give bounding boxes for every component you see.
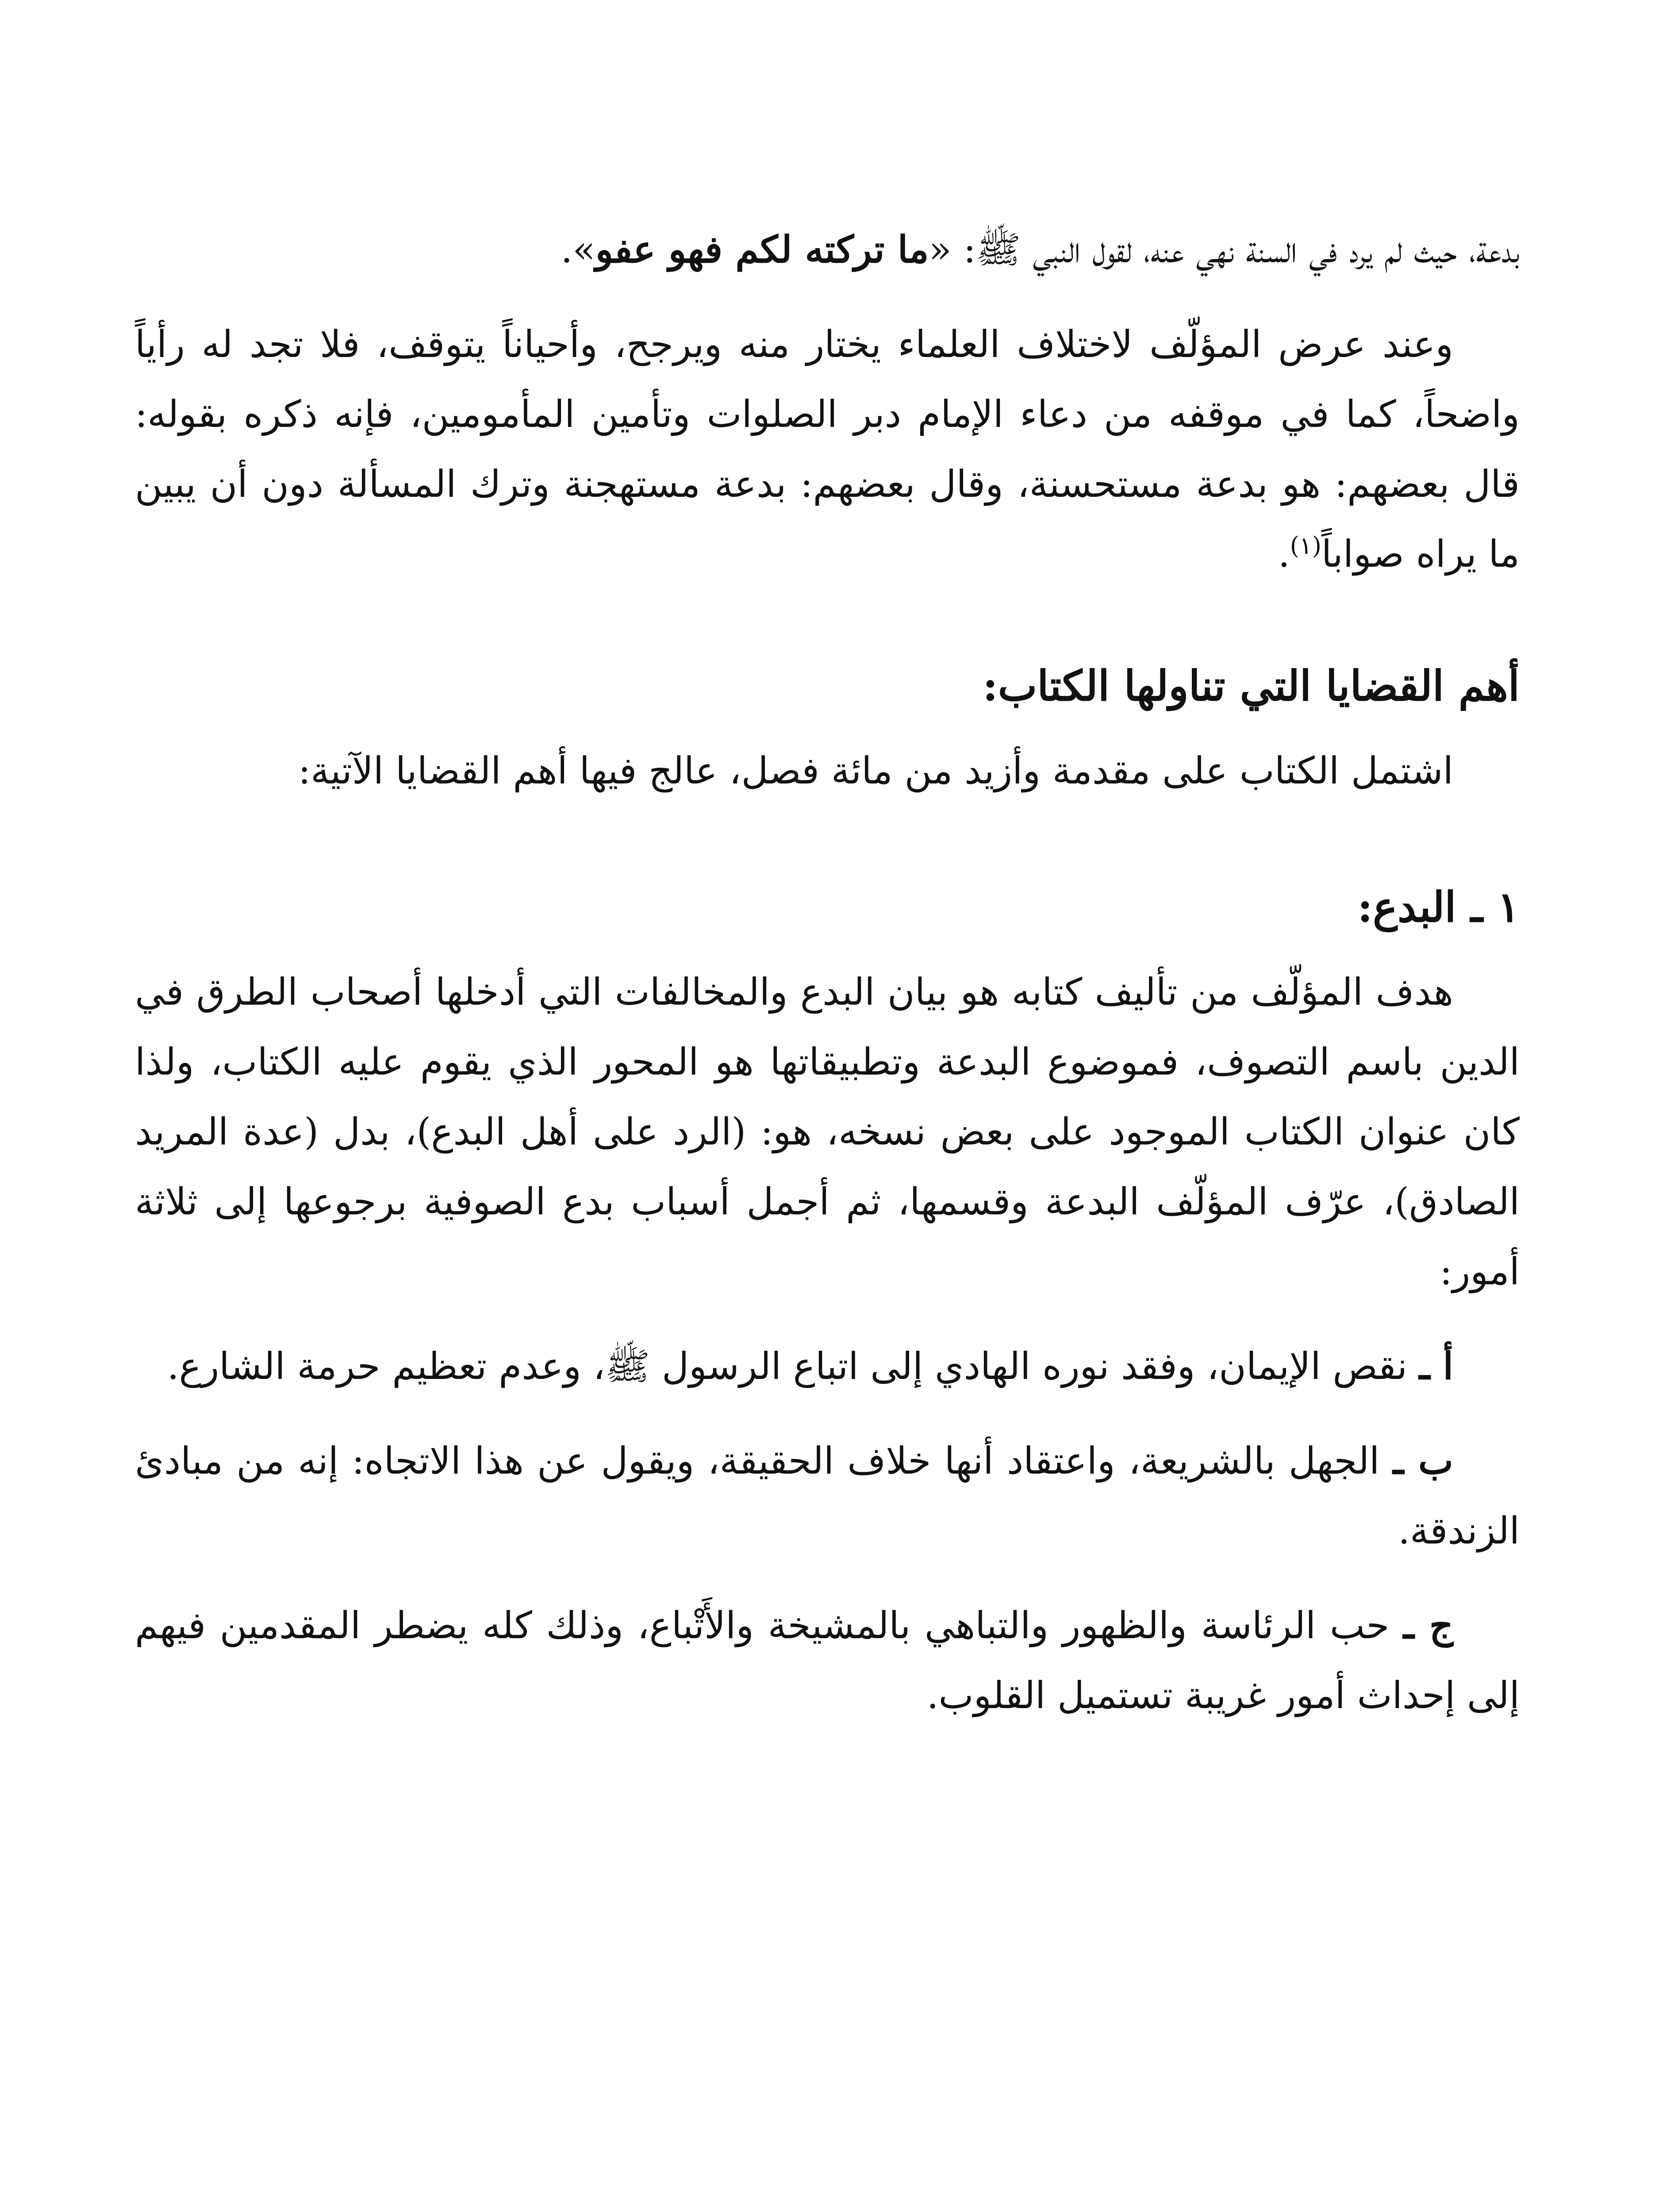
intro-paragraph-2-end: . xyxy=(1278,532,1290,576)
section-heading-innovations: ١ ـ البدع: xyxy=(1357,883,1520,932)
list-item-a-text: نقص الإيمان، وفقد نوره الهادي إلى اتباع الرسول ﷺ، وعدم تعظيم حرمة الشارع. xyxy=(167,1344,1419,1388)
list-item-a xyxy=(135,1331,1520,1401)
list-item-c-letter: ج ـ xyxy=(1403,1603,1454,1647)
intro-paragraph-2 xyxy=(135,309,1520,589)
hadith-quote: ما تركته لكم فهو عفو xyxy=(595,227,929,271)
intro-quote-end: ». xyxy=(561,228,595,271)
list-item-a-letter: أ ـ xyxy=(1419,1344,1453,1388)
list-item-b-letter: ب ـ xyxy=(1393,1439,1453,1482)
body-text xyxy=(135,215,1520,2212)
list-item-c-text: حب الرئاسة والظهور والتباهي بالمشيخة والأَتْباع، وذلك كله يضطر المقدمين فيهم إلى إحداث أمور غريبة تستميل القلوب. xyxy=(135,1604,1520,1717)
list-item-b-text: الجهل بالشريعة، واعتقاد أنها خلاف الحقيقة، ويقول عن هذا الاتجاه: إنه من مبادئ الزندقة. xyxy=(135,1439,1520,1552)
list-item-c xyxy=(135,1590,1520,1730)
section-heading-main-issues: أهم القضايا التي تناولها الكتاب: xyxy=(983,662,1520,710)
intro-paragraph-1 xyxy=(135,215,1520,284)
main-issues-paragraph: اشتمل الكتاب على مقدمة وأزيد من مائة فصل، عالج فيها أهم القضايا الآتية: xyxy=(298,749,1453,792)
footnote-reference: (١) xyxy=(1290,532,1321,560)
innovations-paragraph: هدف المؤلّف من تأليف كتابه هو بيان البدع والمخالفات التي أدخلها أصحاب الطرق في الدين باسم التصوف، فموضوع البدعة وتطبيقاتها هو المحور الذي يقوم عليه الكتاب، ولذا كان عنوان الكتاب الموجود على بعض نسخه، هو: (الرد على أهل البدع)، بدل (عدة المريد الصادق)، عرّف المؤلّف البدعة وقسمها، ثم أجمل أسباب بدع الصوفية برجوعها إلى ثلاثة أمور: xyxy=(135,970,1520,1293)
intro-text: بدعة، حيث لم يرد في السنة نهي عنه، لقول النبي ﷺ: « xyxy=(929,228,1520,271)
intro-paragraph-2-text: وعند عرض المؤلّف لاختلاف العلماء يختار منه ويرجح، وأحياناً يتوقف، فلا تجد له رأياً واضحاً، كما في موقفه من دعاء الإمام دبر الصلوات وتأمين المأمومين، فإنه ذكره بقوله: قال بعضهم: هو بدعة مستحسنة، وقال بعضهم: بدعة مستهجنة وترك المسألة دون أن يبين ما يراه صواباً xyxy=(135,323,1520,576)
list-item-b xyxy=(135,1426,1520,1566)
